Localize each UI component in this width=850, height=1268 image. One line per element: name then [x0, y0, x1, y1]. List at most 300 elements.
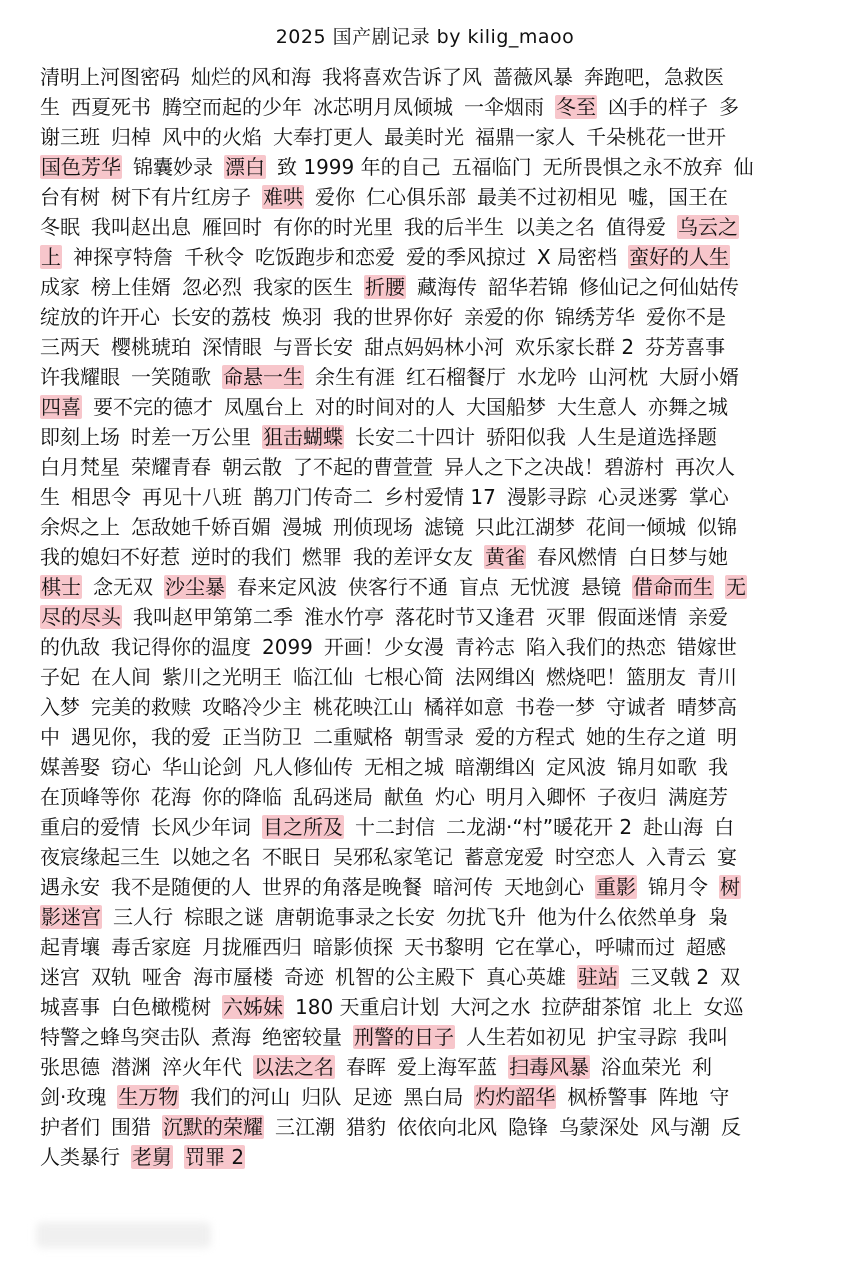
drama-title: 燃罪: [302, 545, 342, 569]
drama-title: 似锦: [697, 515, 737, 539]
text-line: [40, 332, 825, 362]
drama-title: 爱上海军蓝: [397, 1055, 497, 1079]
drama-title: 仙: [733, 155, 754, 179]
drama-title: 白: [714, 815, 735, 839]
text-line: [40, 1052, 825, 1082]
drama-title: 暗潮缉凶: [455, 755, 535, 779]
drama-title: 媒善娶: [40, 755, 100, 779]
drama-title: 奇迹: [284, 965, 324, 989]
drama-title: 归棹: [111, 125, 151, 149]
drama-title: 临江仙: [293, 665, 353, 689]
drama-title: 它在掌心，呼啸而过: [495, 935, 675, 959]
text-line: [40, 722, 825, 752]
drama-title: 二龙湖·“村”暖花开 2: [446, 815, 633, 839]
drama-title: 白月梵星: [40, 455, 120, 479]
drama-title: 腾空而起的少年: [162, 95, 302, 119]
text-line: [40, 812, 825, 842]
drama-title: 赴山海: [643, 815, 704, 839]
drama-title: 双: [720, 965, 741, 989]
drama-title: 欢乐家长群 2: [515, 335, 635, 359]
drama-title: 我家的医生: [253, 275, 353, 299]
drama-title: 暗影侦探: [313, 935, 393, 959]
text-line: [40, 452, 825, 482]
drama-title: 180 天重启计划: [295, 995, 440, 1019]
drama-title: 吴邪私家笔记: [333, 845, 453, 869]
drama-title: 依依向北风: [397, 1115, 497, 1139]
drama-title: 我将喜欢告诉了风: [322, 65, 482, 89]
highlighted-drama-title: 上: [41, 245, 61, 269]
highlighted-drama-title: 折腰: [365, 275, 405, 299]
drama-title: 晴梦高: [677, 695, 737, 719]
drama-title: 大厨小婿: [659, 365, 739, 389]
drama-title: 我叫: [688, 1025, 728, 1049]
highlighted-drama-title: 灼灼韶华: [475, 1085, 556, 1109]
drama-title: 五福临门: [451, 155, 532, 179]
drama-title: 我: [708, 755, 728, 779]
drama-title: 再次人: [675, 455, 735, 479]
drama-title: 反: [721, 1115, 741, 1139]
drama-title: 你的降临: [202, 785, 282, 809]
drama-title: 不眠日: [262, 845, 322, 869]
drama-title: 朝雪录: [404, 725, 464, 749]
drama-title: 拉萨甜茶馆: [541, 995, 642, 1019]
drama-title: 真心英雄: [486, 965, 566, 989]
drama-title: 护宝寻踪: [597, 1025, 677, 1049]
drama-title: 完美的救赎: [91, 695, 191, 719]
drama-title: 余烬之上: [40, 515, 120, 539]
highlighted-drama-title: 扫毒风暴: [509, 1055, 589, 1079]
text-line: [40, 992, 825, 1022]
drama-title: 天书黎明: [404, 935, 484, 959]
drama-title: 入青云: [646, 845, 706, 869]
drama-title: 要不完的德才: [93, 395, 213, 419]
drama-title: 海市蜃楼: [193, 965, 273, 989]
drama-title: 我的后半生: [404, 215, 504, 239]
drama-title-list: [40, 62, 825, 1172]
drama-title: 爱你: [315, 185, 355, 209]
drama-title: 落花时节又逢君: [395, 605, 535, 629]
drama-title: 华山论剑: [162, 755, 242, 779]
drama-title: 凡人修仙传: [253, 755, 353, 779]
drama-title: 天地剑心: [504, 875, 584, 899]
drama-title: 漫城: [282, 515, 322, 539]
highlighted-drama-title: 四喜: [41, 395, 81, 419]
drama-title: 夜宸缘起三生: [40, 845, 160, 869]
drama-title: 桃花映江山: [313, 695, 413, 719]
drama-title: 我叫赵甲第第二季: [133, 605, 293, 629]
drama-title: 守: [709, 1085, 730, 1109]
drama-title: 台有树: [40, 185, 100, 209]
drama-title: 枭: [708, 905, 728, 929]
drama-title: 隐锋: [508, 1115, 548, 1139]
drama-title: 相思令: [71, 485, 131, 509]
drama-title: 双轨: [91, 965, 131, 989]
drama-title: 我的差评女友: [353, 545, 473, 569]
drama-title: 青川: [697, 665, 737, 689]
drama-title: 中: [40, 725, 60, 749]
drama-title: 最美时光: [384, 125, 464, 149]
drama-title: 时空恋人: [555, 845, 635, 869]
drama-title: 他为什么依然单身: [537, 905, 697, 929]
drama-title: 余生有涯: [315, 365, 395, 389]
text-line: [40, 422, 825, 452]
text-line: [40, 782, 825, 812]
watermark-blur: [36, 1222, 211, 1248]
drama-title: 二重赋格: [313, 725, 393, 749]
drama-title: 我的世界你好: [333, 305, 453, 329]
drama-title: 蔷薇风暴: [493, 65, 573, 89]
text-line: [40, 902, 825, 932]
drama-title: 冰芯明月凤倾城: [313, 95, 453, 119]
highlighted-drama-title: 尽的尽头: [41, 605, 121, 629]
text-line: [40, 62, 825, 92]
highlighted-drama-title: 沙尘暴: [165, 575, 225, 599]
drama-title: 阵地: [658, 1085, 699, 1109]
drama-title: 足迹: [352, 1085, 393, 1109]
highlighted-drama-title: 棋士: [41, 575, 81, 599]
drama-title: 悬镜: [581, 575, 621, 599]
drama-title: 清明上河图密码: [40, 65, 180, 89]
drama-title: 三两天: [40, 335, 100, 359]
drama-title: 仁心俱乐部: [366, 185, 466, 209]
drama-title: 灿烂的风和海: [191, 65, 311, 89]
text-line: [40, 152, 825, 182]
text-line: [40, 242, 825, 272]
drama-title: 遇永安: [40, 875, 100, 899]
drama-title: X 局密档: [537, 245, 618, 269]
drama-title: 的仇敌: [40, 635, 100, 659]
drama-title: 开画！少女漫: [323, 635, 444, 659]
text-line: [40, 932, 825, 962]
drama-title: 冬眠: [40, 215, 80, 239]
drama-title: 谢三班: [40, 125, 100, 149]
drama-title: 浴血荣光: [601, 1055, 681, 1079]
text-line: [40, 692, 825, 722]
drama-title: 书卷一梦: [515, 695, 595, 719]
drama-title: 与晋长安: [273, 335, 353, 359]
drama-title: 我们的河山: [190, 1085, 291, 1109]
drama-title: 锦月令: [648, 875, 708, 899]
drama-title: 心灵迷雾: [597, 485, 678, 509]
drama-title: 错嫁世: [676, 635, 737, 659]
drama-title: 我叫赵出息: [91, 215, 191, 239]
drama-title: 爱你不是: [646, 305, 726, 329]
drama-title: 有你的时光里: [273, 215, 393, 239]
drama-title: 归队: [301, 1085, 342, 1109]
drama-title: 怎敌她千娇百媚: [131, 515, 271, 539]
highlighted-drama-title: 蛮好的人生: [629, 245, 730, 269]
drama-title: 花间一倾城: [586, 515, 686, 539]
drama-title: 毒舌家庭: [111, 935, 191, 959]
drama-title: 紫川之光明王: [162, 665, 282, 689]
drama-title: 城喜事: [40, 995, 100, 1019]
drama-title: 千朵桃花一世开: [586, 125, 726, 149]
drama-title: 超感: [686, 935, 726, 959]
drama-title: 满庭芳: [668, 785, 728, 809]
drama-title: 大生意人: [557, 395, 637, 419]
drama-title: 世界的角落是晚餐: [262, 875, 422, 899]
drama-title: 遇见你，我的爱: [71, 725, 211, 749]
drama-title: 绽放的许开心: [40, 305, 160, 329]
text-line: [40, 1022, 825, 1052]
drama-title: 窃心: [111, 755, 151, 779]
drama-title: 淬火年代: [162, 1055, 242, 1079]
highlighted-drama-title: 刑警的日子: [354, 1025, 454, 1049]
drama-title: 潜渊: [111, 1055, 151, 1079]
drama-title: 十二封信: [355, 815, 435, 839]
drama-title: 守诚者: [606, 695, 666, 719]
drama-title: 风与潮: [650, 1115, 710, 1139]
drama-title: 成家: [40, 275, 80, 299]
highlighted-drama-title: 命悬一生: [223, 365, 303, 389]
drama-title: 张思德: [40, 1055, 100, 1079]
drama-title: 无相之城: [364, 755, 444, 779]
highlighted-drama-title: 国色芳华: [41, 155, 121, 179]
drama-title: 七根心简: [364, 665, 444, 689]
drama-title: 滤镜: [424, 515, 464, 539]
text-line: [40, 92, 825, 122]
drama-title: 爱的季风掠过: [406, 245, 526, 269]
drama-title: 异人之下之决战！碧游村: [444, 455, 664, 479]
drama-title: 明月入卿怀: [486, 785, 586, 809]
drama-title: 在人间: [91, 665, 151, 689]
drama-title: 锦绣芳华: [555, 305, 635, 329]
text-line: [40, 362, 825, 392]
drama-title: 树下有片红房子: [111, 185, 251, 209]
text-line: [40, 542, 825, 572]
drama-title: 樱桃琥珀: [111, 335, 191, 359]
drama-title: 爱的方程式: [475, 725, 575, 749]
text-line: [40, 272, 825, 302]
drama-title: 深情眼: [202, 335, 262, 359]
drama-title: 白日梦与她: [628, 545, 728, 569]
text-line: [40, 872, 825, 902]
highlighted-drama-title: 沉默的荣耀: [163, 1115, 263, 1139]
drama-title: 假面迷情: [597, 605, 677, 629]
drama-title: 朝云散: [222, 455, 282, 479]
drama-title: 盲点: [459, 575, 499, 599]
drama-title: 子妃: [40, 665, 80, 689]
text-line: [40, 212, 825, 242]
drama-title: 枫桥警事: [567, 1085, 648, 1109]
drama-title: 定风波: [546, 755, 606, 779]
drama-title: 机智的公主殿下: [335, 965, 475, 989]
text-line: [40, 1082, 825, 1112]
drama-title: 剑·玫瑰: [40, 1085, 107, 1109]
drama-title: 灼心: [435, 785, 475, 809]
highlighted-drama-title: 漂白: [225, 155, 265, 179]
drama-title: 长安二十四计: [355, 425, 475, 449]
drama-title: 掌心: [688, 485, 729, 509]
drama-title: 三人行: [113, 905, 173, 929]
drama-title: 她的生存之道: [586, 725, 706, 749]
drama-title: 西夏死书: [71, 95, 151, 119]
drama-title: 煮海: [211, 1025, 251, 1049]
drama-title: 燃烧吧！篮朋友: [546, 665, 686, 689]
text-line: [40, 392, 825, 422]
drama-title: 长风少年词: [151, 815, 251, 839]
text-line: [40, 1142, 825, 1172]
drama-title: 乱码迷局: [293, 785, 373, 809]
drama-title: 护者们: [40, 1115, 100, 1139]
drama-title: 了不起的曹萱萱: [293, 455, 433, 479]
drama-title: 绝密较量: [262, 1025, 342, 1049]
text-line: [40, 602, 825, 632]
highlighted-drama-title: 冬至: [556, 95, 596, 119]
drama-title: 人生若如初见: [466, 1025, 586, 1049]
text-line: [40, 482, 825, 512]
drama-title: 入梦: [40, 695, 80, 719]
drama-title: 刑侦现场: [333, 515, 413, 539]
text-line: [40, 662, 825, 692]
highlighted-drama-title: 老舅: [132, 1145, 172, 1169]
drama-title: 三叉戟 2: [630, 965, 710, 989]
drama-title: 值得爱: [606, 215, 666, 239]
drama-title: 大国船梦: [466, 395, 546, 419]
drama-title: 嘘，国王在: [628, 185, 728, 209]
drama-title: 陷入我们的热恋: [525, 635, 666, 659]
drama-title: 福鼎一家人: [475, 125, 575, 149]
drama-title: 以美之名: [515, 215, 595, 239]
drama-title: 乌蒙深处: [559, 1115, 639, 1139]
drama-title: 忽必烈: [182, 275, 242, 299]
highlighted-drama-title: 无: [726, 575, 746, 599]
page-title: 2025 国产剧记录 by kilig_maoo: [275, 26, 575, 48]
drama-title: 榜上佳婿: [91, 275, 171, 299]
drama-title: 时差一万公里: [131, 425, 251, 449]
text-line: [40, 842, 825, 872]
text-line: [40, 182, 825, 212]
drama-title: 吃饭跑步和恋爱: [255, 245, 395, 269]
drama-title: 宴: [717, 845, 737, 869]
drama-title: 最美不过初相见: [477, 185, 617, 209]
drama-title: 白色橄榄树: [111, 995, 211, 1019]
drama-title: 明: [717, 725, 737, 749]
highlighted-drama-title: 生万物: [118, 1085, 179, 1109]
drama-title: 凶手的样子: [608, 95, 708, 119]
drama-title: 春来定风波: [237, 575, 337, 599]
drama-title: 棕眼之谜: [184, 905, 264, 929]
drama-title: 修仙记之何仙姑传: [579, 275, 739, 299]
highlighted-drama-title: 驻站: [578, 965, 618, 989]
highlighted-drama-title: 六姊妹: [223, 995, 283, 1019]
drama-title: 我不是随便的人: [111, 875, 251, 899]
drama-title: 长安的荔枝: [171, 305, 271, 329]
drama-title: 一笑随歌: [131, 365, 211, 389]
drama-title: 韶华若锦: [488, 275, 568, 299]
drama-title: 鹊刀门传奇二: [253, 485, 373, 509]
highlighted-drama-title: 影迷宫: [41, 905, 101, 929]
drama-title: 蓄意宠爱: [464, 845, 544, 869]
drama-title: 许我耀眼: [40, 365, 120, 389]
drama-title: 北上: [652, 995, 693, 1019]
drama-title: 春晖: [346, 1055, 386, 1079]
drama-title: 起青壤: [40, 935, 100, 959]
text-line: [40, 962, 825, 992]
text-line: [40, 512, 825, 542]
drama-title: 子夜归: [597, 785, 657, 809]
drama-title: 骄阳似我: [486, 425, 566, 449]
drama-title: 橘祥如意: [424, 695, 504, 719]
highlighted-drama-title: 乌云之: [678, 215, 738, 239]
highlighted-drama-title: 黄雀: [485, 545, 525, 569]
drama-title: 猎豹: [346, 1115, 386, 1139]
drama-title: 奔跑吧，急救医: [584, 65, 724, 89]
drama-title: 献鱼: [384, 785, 424, 809]
drama-title: 正当防卫: [222, 725, 302, 749]
drama-title: 暗河传: [433, 875, 493, 899]
drama-title: 乡村爱情 17: [384, 485, 496, 509]
drama-title: 致 1999 年的自己: [277, 155, 441, 179]
text-line: [40, 632, 825, 662]
drama-title: 大河之水: [450, 995, 531, 1019]
text-line: [40, 752, 825, 782]
drama-title: 春风燃情: [537, 545, 617, 569]
highlighted-drama-title: 难哄: [263, 185, 303, 209]
drama-title: 生: [40, 95, 60, 119]
highlighted-drama-title: 狙击蝴蝶: [263, 425, 343, 449]
drama-title: 亦舞之城: [648, 395, 728, 419]
drama-title: 黑白局: [403, 1085, 464, 1109]
drama-title: 荣耀青春: [131, 455, 211, 479]
drama-title: 花海: [151, 785, 191, 809]
drama-title: 念无双: [93, 575, 153, 599]
drama-title: 芬芳喜事: [645, 335, 726, 359]
drama-title: 神探亨特詹: [73, 245, 173, 269]
drama-title: 凤凰台上: [224, 395, 304, 419]
drama-title: 千秋令: [184, 245, 244, 269]
drama-title: 风中的火焰: [162, 125, 262, 149]
drama-title: 月拢雁西归: [202, 935, 302, 959]
drama-title: 雁回时: [202, 215, 262, 239]
highlighted-drama-title: 重影: [596, 875, 636, 899]
drama-title: 即刻上场: [40, 425, 120, 449]
drama-title: 2099: [262, 635, 313, 659]
text-line: [40, 122, 825, 152]
drama-title: 逆时的我们: [191, 545, 291, 569]
drama-title: 山河枕: [588, 365, 648, 389]
drama-title: 以她之名: [171, 845, 251, 869]
drama-title: 红石榴餐厅: [406, 365, 506, 389]
highlighted-drama-title: 目之所及: [263, 815, 343, 839]
drama-title: 对的时间对的人: [315, 395, 455, 419]
drama-title: 法网缉凶: [455, 665, 535, 689]
drama-title: 灭罪: [546, 605, 586, 629]
drama-title: 甜点妈妈林小河: [364, 335, 504, 359]
drama-title: 勿扰飞升: [446, 905, 526, 929]
drama-title: 围猎: [111, 1115, 151, 1139]
drama-title: 在顶峰等你: [40, 785, 140, 809]
drama-title: 淮水竹亭: [304, 605, 384, 629]
drama-title: 生: [40, 485, 60, 509]
drama-title: 侠客行不通: [348, 575, 448, 599]
highlighted-drama-title: 借命而生: [633, 575, 713, 599]
drama-title: 一伞烟雨: [464, 95, 544, 119]
drama-title: 亲爱的你: [464, 305, 544, 329]
drama-title: 利: [692, 1055, 712, 1079]
text-line: [40, 1112, 825, 1142]
drama-title: 漫影寻踪: [506, 485, 587, 509]
drama-title: 特警之蜂鸟突击队: [40, 1025, 200, 1049]
drama-title: 多: [719, 95, 739, 119]
drama-title: 藏海传: [417, 275, 477, 299]
highlighted-drama-title: 树: [720, 875, 740, 899]
drama-title: 重启的爱情: [40, 815, 140, 839]
drama-title: 锦月如歌: [617, 755, 697, 779]
drama-title: 只此江湖梦: [475, 515, 575, 539]
drama-title: 无忧渡: [510, 575, 570, 599]
drama-title: 大奉打更人: [273, 125, 373, 149]
